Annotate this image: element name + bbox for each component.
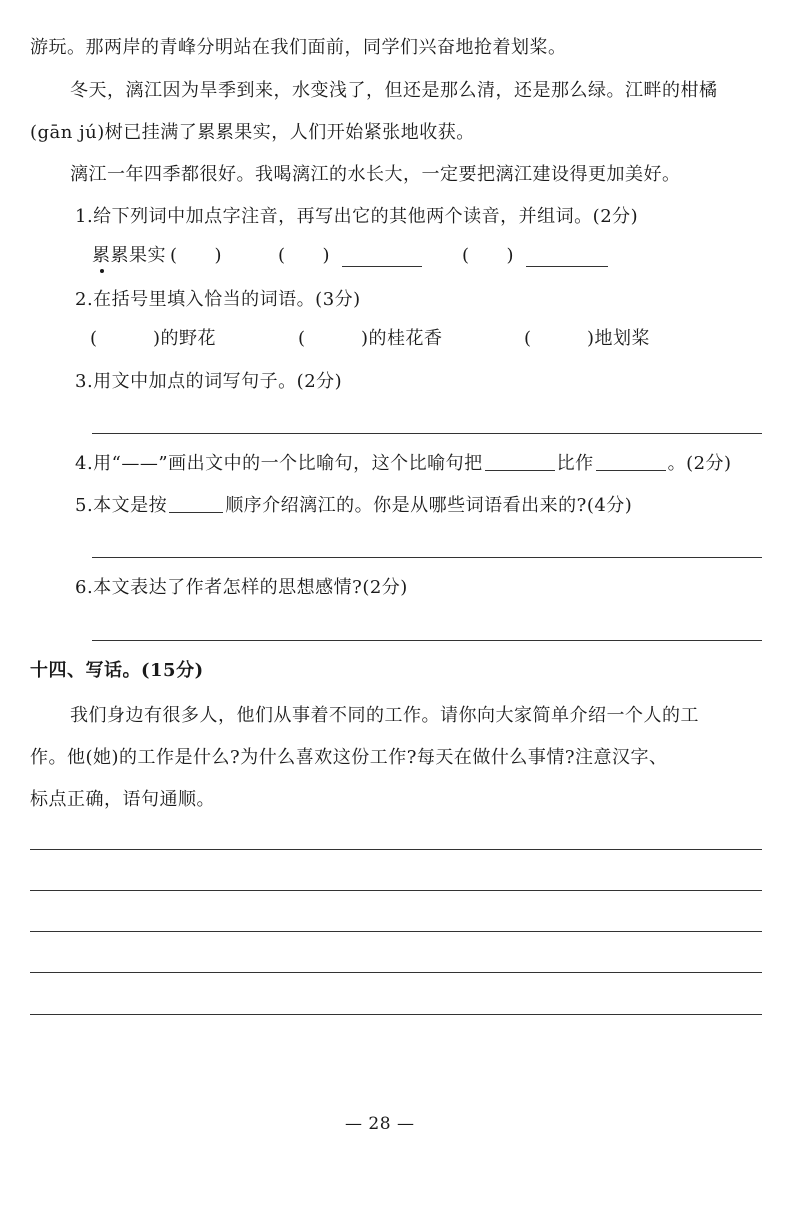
question-1-word-blank-2[interactable]: [526, 248, 608, 267]
question-1-reading-box-1[interactable]: ( ): [278, 245, 331, 266]
question-5-blank[interactable]: [169, 494, 223, 513]
question-5-part-1: 5.本文是按: [75, 495, 168, 516]
passage-line-2: 冬天，漓江因为旱季到来，水变浅了，但还是那么清，还是那么绿。江畔的柑橘: [70, 80, 718, 101]
writing-line-2[interactable]: [30, 890, 762, 891]
question-3-text: 3.用文中加点的词写句子。(2分): [75, 371, 343, 392]
writing-line-1[interactable]: [30, 849, 762, 850]
question-1-word: 累累果实: [92, 245, 166, 266]
section-14-prompt-line-1: 我们身边有很多人，他们从事着不同的工作。请你向大家简单介绍一个人的工: [70, 705, 699, 726]
emphasis-dot: [100, 269, 104, 273]
section-14-prompt-line-2: 作。他(她)的工作是什么?为什么喜欢这份工作?每天在做什么事情?注意汉字、: [30, 747, 668, 768]
section-14-heading: 十四、写话。(15分): [30, 660, 204, 681]
page-number: — 28 —: [345, 1114, 415, 1134]
question-1-reading-box-2[interactable]: ( ): [462, 245, 515, 266]
question-2-text: 2.在括号里填入恰当的词语。(3分): [75, 289, 361, 310]
section-14-prompt-line-3: 标点正确，语句通顺。: [30, 789, 215, 810]
question-5-text: [75, 494, 632, 518]
question-3-answer-line[interactable]: [92, 433, 762, 434]
writing-line-4[interactable]: [30, 972, 762, 973]
question-2-item-3[interactable]: ( )地划桨: [524, 328, 651, 349]
question-1-word-blank-1[interactable]: [342, 248, 422, 267]
question-2-item-1[interactable]: ( )的野花: [90, 328, 217, 349]
question-2-item-2[interactable]: ( )的桂花香: [298, 328, 443, 349]
question-6-answer-line[interactable]: [92, 640, 762, 641]
question-5-answer-line[interactable]: [92, 557, 762, 558]
question-1-pinyin-box[interactable]: ( ): [170, 245, 223, 266]
question-5-part-2: 顺序介绍漓江的。你是从哪些词语看出来的?(4分): [225, 495, 633, 516]
passage-line-3: (gān jú)树已挂满了累累果实，人们开始紧张地收获。: [30, 122, 475, 143]
question-4-part-3: 。(2分): [667, 453, 732, 474]
writing-line-5[interactable]: [30, 1014, 762, 1015]
question-4-blank-2[interactable]: [596, 452, 666, 471]
passage-line-4: 漓江一年四季都很好。我喝漓江的水长大，一定要把漓江建设得更加美好。: [70, 164, 681, 185]
question-4-part-2: 比作: [556, 453, 594, 474]
question-1-text: 1.给下列词中加点字注音，再写出它的其他两个读音，并组词。(2分): [75, 206, 639, 227]
question-4-part-1: 4.用“——”画出文中的一个比喻句，这个比喻句把: [75, 453, 483, 474]
writing-line-3[interactable]: [30, 931, 762, 932]
passage-line-1: 游玩。那两岸的青峰分明站在我们面前，同学们兴奋地抢着划桨。: [30, 37, 567, 58]
question-4-text: [75, 452, 732, 476]
question-4-blank-1[interactable]: [485, 452, 555, 471]
question-6-text: 6.本文表达了作者怎样的思想感情?(2分): [75, 577, 408, 598]
